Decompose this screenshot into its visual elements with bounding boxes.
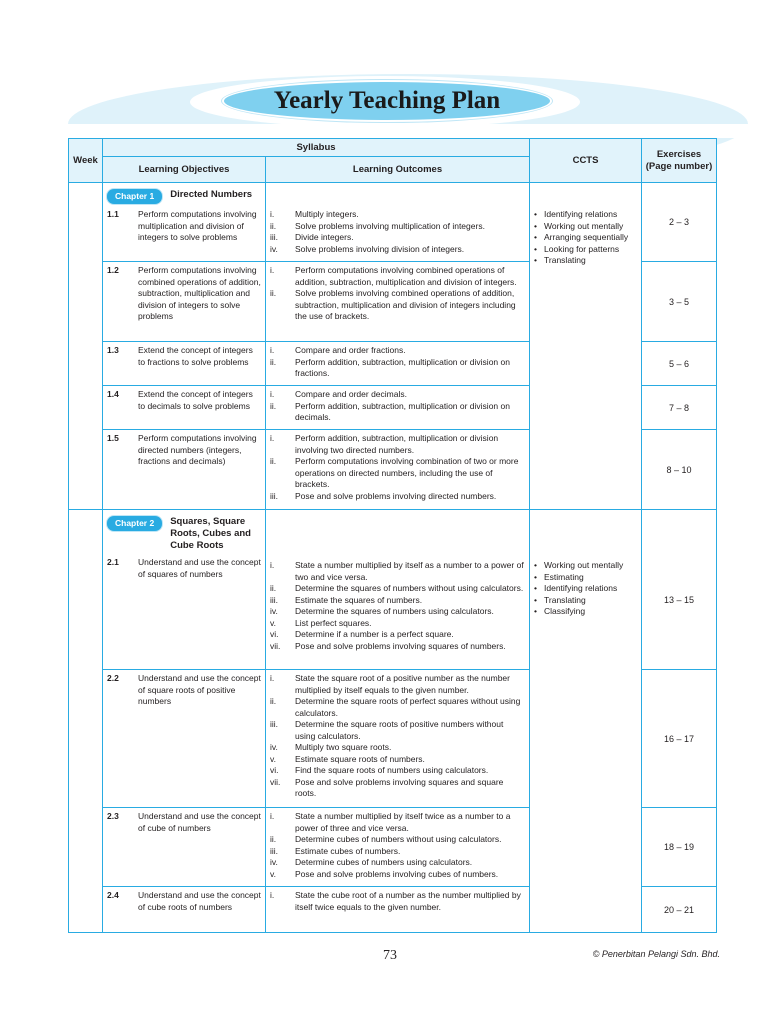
objective-number: 1.5 [107,433,119,443]
outcome-number: vi. [270,629,279,639]
outcome-number: ii. [270,583,277,593]
outcome-item [270,357,525,380]
learning-outcomes-header: Learning Outcomes [266,157,530,183]
outcome-item [270,869,525,881]
teaching-plan-table [68,138,717,933]
ccts-label: Classifying [544,606,586,616]
ccts-item [534,232,637,244]
ccts-list [530,209,641,267]
outcome-item [270,777,525,800]
outcome-item [270,265,525,288]
ccts-label: Identifying relations [544,583,618,593]
ccts-label: Looking for patterns [544,243,620,254]
syllabus-header: Syllabus [103,139,530,157]
outcome-number: i. [270,265,275,275]
outcome-item [270,890,525,913]
ccts-header: CCTS [530,139,642,183]
bullet-icon: • [534,220,537,231]
outcome-item [270,595,525,607]
outcome-text: State a number multiplied by itself as a number to a power of two and vice versa. [295,560,524,582]
outcome-text: Perform computations involving combined operations of addition, subtraction, multiplication and division of integers. [295,265,517,287]
outcome-text: Solve problems involving multiplication of integers. [295,220,485,231]
outcome-item [270,209,525,221]
bullet-icon: • [534,209,537,219]
chapter-heading [103,510,265,554]
exercise-pages-cell: 2 – 3 [642,183,717,262]
ccts-label: Working out mentally [544,560,624,570]
learning-objective-cell [103,386,266,430]
outcome-number: iii. [270,845,279,856]
outcome-item [270,834,525,846]
outcome-text: Solve problems involving division of integers. [295,243,465,254]
outcome-text: Divide integers. [295,232,354,242]
exercise-pages-cell: 13 – 15 [642,510,717,670]
outcome-number: iv. [270,857,278,867]
outcome-text: Estimate the squares of numbers. [295,594,423,605]
ccts-item [534,595,637,607]
table-header [69,139,717,183]
objective-text: Perform computations involving directed numbers (integers, fractions and decimals) [138,433,257,466]
learning-outcomes-cell [266,887,530,933]
outcome-item [270,765,525,777]
outcome-item [270,560,525,583]
learning-objective-cell [103,262,266,342]
bullet-icon: • [534,583,537,593]
outcome-text: State the square root of a positive number as the number multiplied by itself equals to the given number. [295,673,510,695]
outcome-text: Determine the squares of numbers without using calculators. [295,583,524,593]
ccts-label: Translating [544,255,586,265]
outcome-number: i. [270,389,275,399]
outcome-number: iv. [270,606,278,616]
outcome-item [270,583,525,595]
outcome-number: i. [270,811,275,821]
page-number: 73 [383,948,397,963]
outcome-number: ii. [270,400,277,411]
bullet-icon: • [534,232,537,242]
bullet-icon: • [534,243,537,254]
outcome-number: iii. [270,232,279,242]
table-body [69,183,717,933]
week-cell [69,183,103,510]
outcome-number: iv. [270,742,278,752]
outcome-text: Determine the square roots of positive numbers without using calculators. [295,719,504,741]
bullet-icon: • [534,255,537,265]
chapter-spacer [266,510,529,557]
outcome-text: Multiply two square roots. [295,742,392,752]
objective-number: 1.3 [107,345,119,355]
week-cell [69,510,103,933]
outcome-text: List perfect squares. [295,617,372,628]
objective-text: Understand and use the concept of cube roots of numbers [138,890,261,912]
table-row [69,183,717,262]
outcome-number: iv. [270,243,278,254]
learning-objective-cell [103,342,266,386]
outcome-number: i. [270,673,275,683]
outcome-text: Pose and solve problems involving directed numbers. [295,490,497,501]
outcome-item [270,244,525,256]
outcome-text: Perform addition, subtraction, multiplication or division on fractions. [295,356,510,378]
outcome-number: ii. [270,356,277,367]
objective-text: Perform computations involving combined operations of addition, subtraction, multiplication and division of integers to solve problems [138,265,261,321]
objective-text: Perform computations involving multiplication and division of integers to solve problems [138,209,257,242]
learning-outcomes-cell [266,183,530,262]
learning-outcomes-cell [266,510,530,670]
bullet-icon: • [534,560,537,570]
chapter-title: Directed Numbers [170,189,253,200]
exercise-pages-cell: 8 – 10 [642,430,717,510]
learning-objective-cell [103,430,266,510]
learning-outcomes-cell [266,430,530,510]
outcome-item [270,345,525,357]
ccts-label: Identifying relations [544,209,618,219]
outcome-text: Find the square roots of numbers using calculators. [295,765,489,775]
outcome-number: ii. [270,288,277,298]
ccts-label: Estimating [544,571,584,582]
outcome-text: Pose and solve problems involving squares of numbers. [295,640,506,651]
bullet-icon: • [534,594,537,605]
outcome-item [270,673,525,696]
outcome-item [270,719,525,742]
outcome-text: Multiply integers. [295,209,359,219]
outcome-item [270,857,525,869]
ccts-label: Working out mentally [544,220,624,231]
bullet-icon: • [534,606,537,616]
outcome-number: i. [270,209,275,219]
ccts-cell [530,183,642,510]
outcome-item [270,618,525,630]
outcome-text: Determine cubes of numbers without using calculators. [295,834,502,844]
outcome-item [270,401,525,424]
ccts-item [534,572,637,584]
outcome-text: Solve problems involving combined operations of addition, subtraction, multiplication and division of integers including the use of brackets. [295,288,516,321]
outcome-text: Perform addition, subtraction, multiplication or division on decimals. [295,400,510,422]
outcome-number: v. [270,868,276,879]
outcome-number: vii. [270,640,281,651]
outcome-number: ii. [270,220,277,231]
outcome-number: ii. [270,456,277,466]
outcome-item [270,629,525,641]
outcome-text: State a number multiplied by itself twice as a number to a power of three and vice versa. [295,811,511,833]
outcome-text: Determine the square roots of perfect squares without using calculators. [295,696,521,718]
outcome-text: Compare and order decimals. [295,389,407,399]
outcome-text: Estimate square roots of numbers. [295,753,425,764]
exercise-pages-cell: 18 – 19 [642,808,717,887]
ccts-cell [530,510,642,933]
objective-number: 1.4 [107,389,119,399]
outcome-number: v. [270,753,276,764]
objective-text: Extend the concept of integers to fractions to solve problems [138,345,253,367]
outcome-number: iii. [270,594,279,605]
outcome-text: Pose and solve problems involving cubes of numbers. [295,868,499,879]
learning-objectives-header: Learning Objectives [103,157,266,183]
outcome-number: vi. [270,765,279,775]
outcome-number: vii. [270,776,281,787]
outcome-item [270,491,525,503]
outcome-item [270,221,525,233]
objective-number: 2.4 [107,890,119,900]
outcome-text: Determine if a number is a perfect square. [295,629,454,639]
outcome-item [270,288,525,323]
outcome-item [270,456,525,491]
outcome-item [270,846,525,858]
learning-objective-cell [103,887,266,933]
outcome-number: i. [270,345,275,355]
outcome-text: Estimate cubes of numbers. [295,845,401,856]
exercise-pages-cell: 5 – 6 [642,342,717,386]
outcome-text: Pose and solve problems involving squares and square roots. [295,776,504,798]
outcome-item [270,606,525,618]
ccts-item [534,221,637,233]
outcome-item [270,754,525,766]
objective-text: Understand and use the concept of square roots of positive numbers [138,673,261,706]
week-header: Week [69,139,103,183]
table-row [69,510,717,670]
banner-mask [60,124,760,138]
chapter-heading [103,183,265,206]
ccts-item [534,244,637,256]
outcome-item [270,232,525,244]
outcome-number: i. [270,433,275,443]
chapter-badge: Chapter 2 [107,516,162,531]
outcome-item [270,641,525,653]
ccts-item [534,255,637,267]
exercise-pages-cell: 16 – 17 [642,670,717,808]
ccts-item [534,209,637,221]
objective-number: 2.2 [107,673,119,683]
outcome-item [270,433,525,456]
outcome-number: v. [270,617,276,628]
outcome-item [270,811,525,834]
outcome-item [270,696,525,719]
ccts-item [534,560,637,572]
outcome-item [270,742,525,754]
chapter-spacer [266,183,529,206]
outcome-number: ii. [270,696,277,706]
outcome-item [270,389,525,401]
learning-objective-cell [103,510,266,670]
learning-outcomes-cell [266,808,530,887]
objective-number: 1.2 [107,265,119,275]
objective-number: 1.1 [107,209,119,219]
page-title: Yearly Teaching Plan [273,87,501,114]
ccts-label: Arranging sequentially [544,232,629,242]
learning-objective-cell [103,183,266,262]
objective-text: Understand and use the concept of cube of numbers [138,811,261,833]
learning-objective-cell [103,670,266,808]
ccts-item [534,583,637,595]
chapter-badge: Chapter 1 [107,189,162,204]
outcome-text: Determine cubes of numbers using calculators. [295,857,473,867]
outcome-text: Compare and order fractions. [295,345,406,355]
learning-outcomes-cell [266,386,530,430]
outcome-text: State the cube root of a number as the number multiplied by itself twice equals to the given number. [295,890,521,912]
outcome-number: i. [270,560,275,570]
exercises-header: Exercises (Page number) [642,139,717,183]
exercise-pages-cell: 7 – 8 [642,386,717,430]
objective-number: 2.1 [107,557,119,567]
objective-text: Extend the concept of integers to decimals to solve problems [138,389,253,411]
objective-number: 2.3 [107,811,119,821]
outcome-text: Perform addition, subtraction, multiplication or division involving two directed numbers. [295,433,499,455]
learning-objective-cell [103,808,266,887]
outcome-number: ii. [270,834,277,844]
ccts-item [534,606,637,618]
ccts-label: Translating [544,594,586,605]
exercise-pages-cell: 3 – 5 [642,262,717,342]
copyright-notice: © Penerbitan Pelangi Sdn. Bhd. [592,949,720,959]
outcome-text: Determine the squares of numbers using calculators. [295,606,494,616]
outcome-number: iii. [270,490,279,501]
bullet-icon: • [534,571,537,582]
exercise-pages-cell: 20 – 21 [642,887,717,933]
chapter-title: Squares, Square Roots, Cubes and Cube Roots [170,516,251,551]
learning-outcomes-cell [266,342,530,386]
outcome-number: i. [270,890,275,900]
objective-text: Understand and use the concept of squares of numbers [138,557,261,579]
learning-outcomes-cell [266,262,530,342]
learning-outcomes-cell [266,670,530,808]
ccts-list [530,560,641,618]
outcome-text: Perform computations involving combination of two or more operations on directed numbers, including the use of brackets. [295,456,519,489]
outcome-number: iii. [270,719,279,729]
